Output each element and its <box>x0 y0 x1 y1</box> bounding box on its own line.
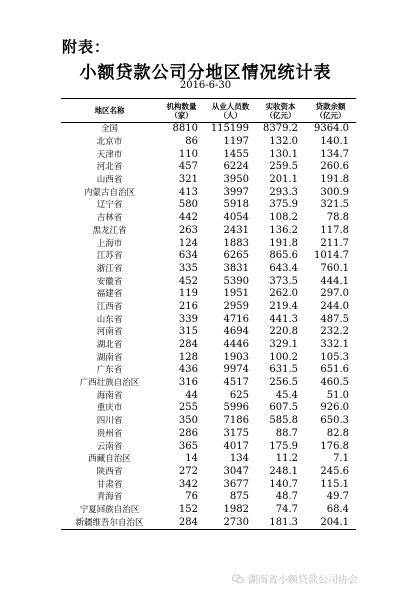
column-header-label: 地区名称 <box>94 106 125 115</box>
value-cell: 4517 <box>223 377 249 389</box>
value-cell: 260.6 <box>320 161 349 173</box>
value-cell: 191.8 <box>320 174 349 186</box>
value-cell: 297.0 <box>320 288 349 300</box>
table-row <box>61 288 356 301</box>
region-name-cell: 江西省 <box>96 301 123 312</box>
value-cell: 128 <box>178 351 198 363</box>
value-cell: 76 <box>185 491 198 503</box>
column-header <box>158 99 205 123</box>
value-cell: 8810 <box>172 123 198 135</box>
region-name-cell: 黑龙江省 <box>92 225 127 236</box>
region-name-cell: 内蒙古自治区 <box>83 187 135 198</box>
table-row <box>61 504 356 517</box>
value-cell: 365 <box>178 440 198 452</box>
value-cell: 625 <box>229 389 249 401</box>
value-cell: 232.2 <box>320 326 349 338</box>
value-cell: 4054 <box>223 212 249 224</box>
table-row <box>61 174 356 187</box>
value-cell: 49.7 <box>326 491 349 503</box>
value-cell: 342 <box>178 478 198 490</box>
value-cell: 272 <box>178 465 198 477</box>
column-header-unit: （亿元） <box>315 110 346 120</box>
table-row <box>61 351 356 364</box>
table-row <box>61 339 356 352</box>
value-cell: 315 <box>178 326 198 338</box>
region-name-cell: 陕西省 <box>96 466 123 477</box>
value-cell: 2431 <box>223 224 249 236</box>
value-cell: 108.2 <box>269 212 298 224</box>
value-cell: 4694 <box>223 326 249 338</box>
value-cell: 339 <box>178 313 198 325</box>
table-row <box>61 377 356 390</box>
table-row <box>61 453 356 466</box>
appendix-label: 附表： <box>62 38 111 56</box>
value-cell: 5390 <box>223 275 249 287</box>
region-name-cell: 吉林省 <box>96 213 123 224</box>
wechat-icon <box>232 574 244 584</box>
value-cell: 1982 <box>223 503 249 515</box>
region-name-cell: 广西壮族自治区 <box>79 378 140 389</box>
value-cell: 216 <box>178 300 198 312</box>
value-cell: 245.6 <box>320 465 349 477</box>
value-cell: 442 <box>178 212 198 224</box>
table-body <box>61 123 356 530</box>
value-cell: 585.8 <box>269 415 298 427</box>
table-row <box>61 212 356 225</box>
region-name-cell: 甘肃省 <box>96 479 123 490</box>
value-cell: 441.3 <box>269 313 298 325</box>
value-cell: 9364.0 <box>314 123 349 135</box>
region-name-cell: 海南省 <box>96 390 123 401</box>
table-row <box>61 313 356 326</box>
value-cell: 3997 <box>223 186 249 198</box>
region-name-cell: 重庆市 <box>96 403 123 414</box>
value-cell: 321.5 <box>320 199 349 211</box>
value-cell: 211.7 <box>320 237 349 249</box>
value-cell: 115.1 <box>320 478 349 490</box>
value-cell: 191.8 <box>269 237 298 249</box>
table-row <box>61 148 356 161</box>
value-cell: 263 <box>178 224 198 236</box>
value-cell: 3175 <box>223 427 249 439</box>
value-cell: 2959 <box>223 300 249 312</box>
table-row <box>61 301 356 314</box>
value-cell: 631.5 <box>269 364 298 376</box>
column-header <box>256 99 305 123</box>
value-cell: 115199 <box>210 123 249 135</box>
value-cell: 119 <box>178 288 198 300</box>
report-date: 2016-6-30 <box>179 80 232 91</box>
region-name-cell: 山西省 <box>96 175 123 186</box>
value-cell: 78.8 <box>326 212 349 224</box>
value-cell: 204.1 <box>320 516 349 528</box>
value-cell: 6265 <box>223 250 249 262</box>
value-cell: 284 <box>178 516 198 528</box>
watermark-text: 湖南省小额贷款公司协会 <box>248 575 358 586</box>
watermark <box>232 571 358 586</box>
table-row <box>61 250 356 263</box>
value-cell: 3047 <box>223 465 249 477</box>
value-cell: 1014.7 <box>314 250 349 262</box>
region-name-cell: 河北省 <box>96 162 123 173</box>
value-cell: 262.0 <box>269 288 298 300</box>
value-cell: 256.5 <box>269 377 298 389</box>
region-name-cell: 山东省 <box>96 314 123 325</box>
value-cell: 255 <box>178 402 198 414</box>
table-row <box>61 389 356 402</box>
region-name-cell: 天津市 <box>96 149 123 160</box>
table-row <box>61 326 356 339</box>
region-name-cell: 安徽省 <box>96 276 123 287</box>
region-name-cell: 四川省 <box>96 416 123 427</box>
table-header-row <box>61 99 356 123</box>
value-cell: 316 <box>178 377 198 389</box>
value-cell: 4017 <box>223 440 249 452</box>
value-cell: 634 <box>178 250 198 262</box>
value-cell: 117.8 <box>320 224 349 236</box>
table-row <box>61 275 356 288</box>
value-cell: 48.7 <box>275 491 298 503</box>
value-cell: 152 <box>178 503 198 515</box>
column-header-unit: （家） <box>170 110 193 120</box>
table-row <box>61 161 356 174</box>
value-cell: 329.1 <box>269 339 298 351</box>
value-cell: 3831 <box>223 262 249 274</box>
column-header <box>205 99 256 123</box>
page-title: 小额贷款公司分地区情况统计表 <box>79 63 332 83</box>
value-cell: 51.0 <box>326 389 349 401</box>
table-row <box>61 466 356 479</box>
value-cell: 460.5 <box>320 377 349 389</box>
region-name-cell: 贵州省 <box>96 428 123 439</box>
region-name-cell: 宁夏回族自治区 <box>79 504 140 515</box>
value-cell: 124 <box>178 237 198 249</box>
value-cell: 134.7 <box>320 148 349 160</box>
value-cell: 244.0 <box>320 300 349 312</box>
value-cell: 11.2 <box>275 453 298 465</box>
value-cell: 487.5 <box>320 313 349 325</box>
statistics-table <box>61 98 356 530</box>
value-cell: 4716 <box>223 313 249 325</box>
value-cell: 926.0 <box>320 402 349 414</box>
region-name-cell: 湖北省 <box>96 340 123 351</box>
value-cell: 436 <box>178 364 198 376</box>
region-name-cell: 浙江省 <box>96 263 123 274</box>
value-cell: 651.6 <box>320 364 349 376</box>
table-row <box>61 263 356 276</box>
value-cell: 259.5 <box>269 161 298 173</box>
value-cell: 760.1 <box>320 262 349 274</box>
region-name-cell: 新疆维吾尔自治区 <box>75 517 144 528</box>
value-cell: 132.0 <box>269 136 298 148</box>
value-cell: 7186 <box>223 415 249 427</box>
value-cell: 321 <box>178 174 198 186</box>
value-cell: 1951 <box>223 288 249 300</box>
region-name-cell: 上海市 <box>96 238 123 249</box>
table-row <box>61 440 356 453</box>
value-cell: 2730 <box>223 516 249 528</box>
table-row <box>61 415 356 428</box>
value-cell: 1903 <box>223 351 249 363</box>
value-cell: 3950 <box>223 174 249 186</box>
region-name-cell: 广东省 <box>96 365 123 376</box>
value-cell: 86 <box>185 136 198 148</box>
table-row <box>61 186 356 199</box>
region-name-cell: 西藏自治区 <box>88 454 131 465</box>
value-cell: 68.4 <box>326 503 349 515</box>
value-cell: 1197 <box>223 136 249 148</box>
table-row <box>61 402 356 415</box>
value-cell: 45.4 <box>275 389 298 401</box>
region-name-cell: 福建省 <box>96 289 123 300</box>
value-cell: 14 <box>185 453 198 465</box>
column-header-unit: （人） <box>219 110 242 120</box>
value-cell: 7.1 <box>333 453 349 465</box>
value-cell: 1883 <box>223 237 249 249</box>
region-name-cell: 河南省 <box>96 327 123 338</box>
value-cell: 293.3 <box>269 186 298 198</box>
value-cell: 248.1 <box>269 465 298 477</box>
value-cell: 9974 <box>223 364 249 376</box>
value-cell: 643.4 <box>269 262 298 274</box>
value-cell: 140.1 <box>320 136 349 148</box>
table-row-total <box>61 123 356 136</box>
value-cell: 88.7 <box>275 427 298 439</box>
column-header-unit: （亿元） <box>265 110 296 120</box>
value-cell: 134 <box>229 453 249 465</box>
value-cell: 350 <box>178 415 198 427</box>
value-cell: 5996 <box>223 402 249 414</box>
table-row <box>61 428 356 441</box>
value-cell: 100.2 <box>269 351 298 363</box>
region-name-cell: 湖南省 <box>96 352 123 363</box>
table-row <box>61 364 356 377</box>
value-cell: 444.1 <box>320 275 349 287</box>
value-cell: 457 <box>178 161 198 173</box>
value-cell: 375.9 <box>269 199 298 211</box>
value-cell: 875 <box>229 491 249 503</box>
table-row <box>61 237 356 250</box>
column-header <box>61 99 158 123</box>
value-cell: 5918 <box>223 199 249 211</box>
table-row <box>61 478 356 491</box>
column-header-label: 贷款余额 <box>315 101 346 111</box>
value-cell: 865.6 <box>269 250 298 262</box>
value-cell: 335 <box>178 262 198 274</box>
value-cell: 4446 <box>223 339 249 351</box>
value-cell: 413 <box>178 186 198 198</box>
region-name-cell: 江苏省 <box>96 251 123 262</box>
column-header <box>305 99 356 123</box>
value-cell: 580 <box>178 199 198 211</box>
table-row <box>61 199 356 212</box>
value-cell: 82.8 <box>326 427 349 439</box>
value-cell: 219.4 <box>269 300 298 312</box>
region-name-cell: 青海省 <box>96 492 123 503</box>
value-cell: 1455 <box>223 148 249 160</box>
column-header-label: 实收资本 <box>265 101 296 111</box>
value-cell: 175.9 <box>269 440 298 452</box>
value-cell: 373.5 <box>269 275 298 287</box>
value-cell: 176.8 <box>320 440 349 452</box>
column-header-label: 机构数量 <box>166 101 197 111</box>
value-cell: 286 <box>178 427 198 439</box>
value-cell: 6224 <box>223 161 249 173</box>
table-row <box>61 491 356 504</box>
value-cell: 284 <box>178 339 198 351</box>
region-name-cell: 全国 <box>100 124 118 135</box>
value-cell: 74.7 <box>275 503 298 515</box>
table-row <box>61 225 356 238</box>
value-cell: 3677 <box>223 478 249 490</box>
value-cell: 452 <box>178 275 198 287</box>
value-cell: 220.8 <box>269 326 298 338</box>
region-name-cell: 辽宁省 <box>96 200 123 211</box>
value-cell: 8379.2 <box>263 123 298 135</box>
table-row <box>61 136 356 149</box>
column-header-label: 从业人员数 <box>211 101 250 111</box>
region-name-cell: 云南省 <box>96 441 123 452</box>
value-cell: 181.3 <box>269 516 298 528</box>
region-name-cell: 北京市 <box>96 137 123 148</box>
value-cell: 201.1 <box>269 174 298 186</box>
table-row <box>61 516 356 529</box>
value-cell: 607.5 <box>269 402 298 414</box>
value-cell: 136.2 <box>269 224 298 236</box>
value-cell: 332.1 <box>320 339 349 351</box>
value-cell: 105.3 <box>320 351 349 363</box>
value-cell: 44 <box>185 389 198 401</box>
value-cell: 140.7 <box>269 478 298 490</box>
value-cell: 110 <box>178 148 198 160</box>
value-cell: 300.9 <box>320 186 349 198</box>
value-cell: 130.1 <box>269 148 298 160</box>
value-cell: 650.3 <box>320 415 349 427</box>
